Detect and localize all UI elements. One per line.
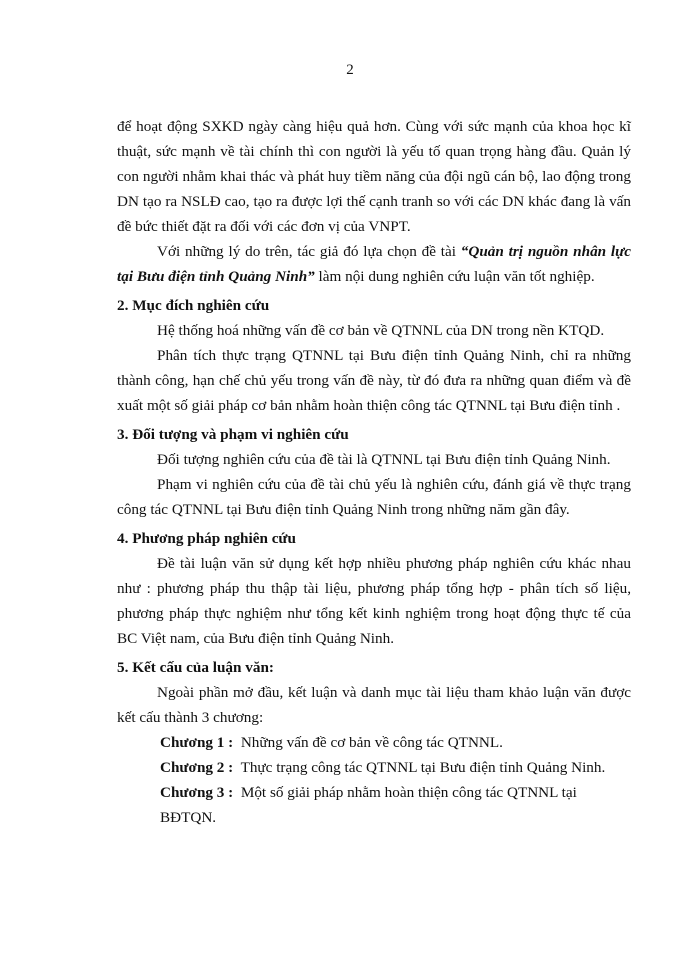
chapter-text: Những vấn đề cơ bản về công tác QTNNL.	[240, 734, 503, 751]
section-heading-scope: 3. Đối tượng và phạm vi nghiên cứu	[117, 426, 349, 443]
purpose-paragraph-2: Phân tích thực trạng QTNNL tại Bưu điện tỉnh Quảng Ninh, chỉ ra những thành công, hạn chế chủ yếu trong vấn đề này, từ đó đưa ra những quan điểm và đề xuất một số giải pháp cơ bản nhằm hoàn thiện công tác QTNNL tại Bưu điện tỉnh .	[117, 347, 631, 414]
page-content	[117, 114, 631, 830]
chapter-label: Chương 3 :	[160, 784, 234, 801]
section-heading-purpose: 2. Mục đích nghiên cứu	[117, 297, 270, 314]
section-heading-structure: 5. Kết cấu của luận văn:	[117, 659, 274, 676]
chapter-text: Một số giải pháp nhằm hoàn thiện công tác QTNNL tại BĐTQN.	[160, 784, 577, 826]
page-number: 2	[346, 62, 354, 78]
scope-paragraph-2: Phạm vi nghiên cứu của đề tài chủ yếu là nghiên cứu, đánh giá về thực trạng công tác QTNNL tại Bưu điện tỉnh Quảng Ninh trong những năm gần đây.	[117, 476, 631, 518]
chapter-label: Chương 1 :	[160, 734, 234, 751]
section-heading-method: 4. Phương pháp nghiên cứu	[117, 530, 296, 547]
purpose-paragraph-1: Hệ thống hoá những vấn đề cơ bản về QTNNL của DN trong nền KTQD.	[157, 322, 605, 339]
chapter-item	[160, 755, 631, 780]
intro-paragraph-1: để hoạt động SXKD ngày càng hiệu quả hơn. Cùng với sức mạnh của khoa học kĩ thuật, sức mạnh về tài chính thì con người là yếu tố quan trọng hàng đầu. Quản lý con người nhằm khai thác và phát huy tiềm năng của đội ngũ cán bộ, lao động trong DN tạo ra NSLĐ cao, tạo ra được lợi thế cạnh tranh so với các DN khác đang là vấn đề bức thiết đặt ra đối với các đơn vị của VNPT.	[117, 118, 631, 235]
intro-text-before-title: Với những lý do trên, tác giả đó lựa chọn đề tài	[157, 243, 461, 260]
thesis-title: “Quản trị nguồn nhân lực tại Bưu điện tỉnh Quảng Ninh”	[117, 243, 631, 285]
structure-paragraph-1: Ngoài phần mở đầu, kết luận và danh mục tài liệu tham khảo luận văn được kết cấu thành 3 chương:	[117, 684, 631, 726]
scope-paragraph-1: Đối tượng nghiên cứu của đề tài là QTNNL tại Bưu điện tỉnh Quảng Ninh.	[157, 451, 611, 468]
intro-paragraph-2	[117, 239, 631, 289]
chapter-text: Thực trạng công tác QTNNL tại Bưu điện tỉnh Quảng Ninh.	[240, 759, 606, 776]
chapter-label: Chương 2 :	[160, 759, 234, 776]
intro-text-after-title: làm nội dung nghiên cứu luận văn tốt nghiệp.	[314, 268, 595, 285]
method-paragraph-1: Đề tài luận văn sử dụng kết hợp nhiều phương pháp nghiên cứu khác nhau như : phương pháp thu thập tài liệu, phương pháp tổng hợp - phân tích số liệu, phương pháp thực nghiệm như tổng kết kinh nghiệm trong hoạt động thực tế của BC Việt nam, của Bưu điện tỉnh Quảng Ninh.	[117, 555, 631, 647]
chapter-list	[117, 730, 631, 830]
chapter-item	[160, 730, 631, 755]
chapter-item	[160, 780, 631, 830]
